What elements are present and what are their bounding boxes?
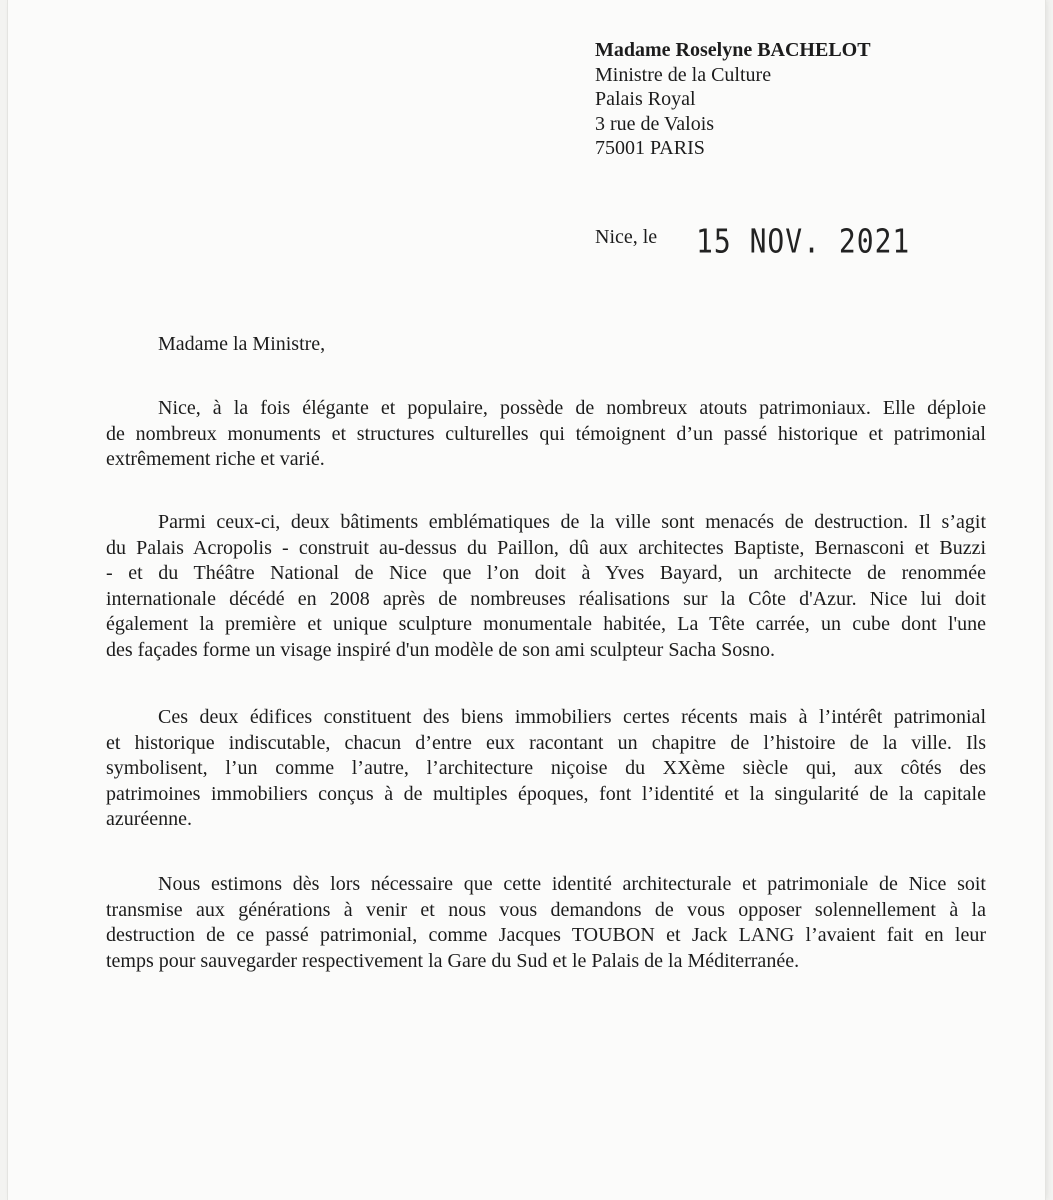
paragraph-line: symbolisent, l’un comme l’autre, l’architecture niçoise du XXème siècle qui, aux côtés des [106,757,986,779]
paragraph-line: également la première et unique sculpture monumentale habitée, La Tête carrée, un cube dont l'une [106,613,986,635]
paragraph-line: patrimoines immobiliers conçus à de multiples époques, font l’identité et la singularité de la capitale [106,782,986,805]
paragraph-line: internationale décédé en 2008 après de nombreuses réalisations sur la Côte d'Azur. Nice lui doit [106,587,986,610]
body-paragraph [106,705,986,833]
paragraph-line: Nous estimons dès lors nécessaire que cette identité architecturale et patrimoniale de Nice soit [158,873,986,895]
body-paragraph [106,396,986,473]
paragraph-line: Ces deux édifices constituent des biens immobiliers certes récents mais à l’intérêt patrimonial [158,706,986,728]
paragraph-line: transmise aux générations à venir et nous vous demandons de vous opposer solennellement à la [106,898,986,921]
paragraph-line: Parmi ceux-ci, deux bâtiments emblématiques de la ville sont menacés de destruction. Il s’agit [158,511,986,533]
recipient-name: Madame Roselyne BACHELOT [595,39,871,61]
date-place: Nice, le [595,226,658,248]
recipient-address-line: 3 rue de Valois [595,112,715,135]
paragraph-line: et historique indiscutable, chacun d’entre eux racontant un chapitre de l’histoire de la ville. Ils [106,731,986,754]
recipient-title: Ministre de la Culture [595,63,772,86]
date-stamp: 15 NOV. 2021 [696,222,911,261]
body-paragraph [106,872,986,974]
salutation: Madame la Ministre, [158,333,326,355]
paragraph-line: du Palais Acropolis - construit au-dessus du Paillon, dû aux architectes Baptiste, Bernasconi et Buzzi [106,536,986,559]
paragraph-line: Nice, à la fois élégante et populaire, possède de nombreux atouts patrimoniaux. Elle déploie [158,397,986,419]
letter-page [8,0,1045,1200]
paragraph-line: des façades forme un visage inspiré d'un modèle de son ami sculpteur Sacha Sosno. [106,638,775,661]
paragraph-line: azuréenne. [106,808,193,830]
paragraph-line: temps pour sauvegarder respectivement la Gare du Sud et le Palais de la Méditerranée. [106,949,800,972]
paragraph-line: destruction de ce passé patrimonial, comme Jacques TOUBON et Jack LANG l’avaient fait en leur [106,924,986,946]
recipient-address-line: Palais Royal [595,88,696,110]
paragraph-line: extrêmement riche et varié. [106,448,325,470]
recipient-address-line: 75001 PARIS [595,137,705,159]
recipient-address-block [595,38,871,161]
paragraph-line: de nombreux monuments et structures culturelles qui témoignent d’un passé historique et patrimonial [106,422,986,445]
paragraph-line: - et du Théâtre National de Nice que l’on doit à Yves Bayard, un architecte de renommée [106,562,986,584]
body-paragraph [106,510,986,663]
